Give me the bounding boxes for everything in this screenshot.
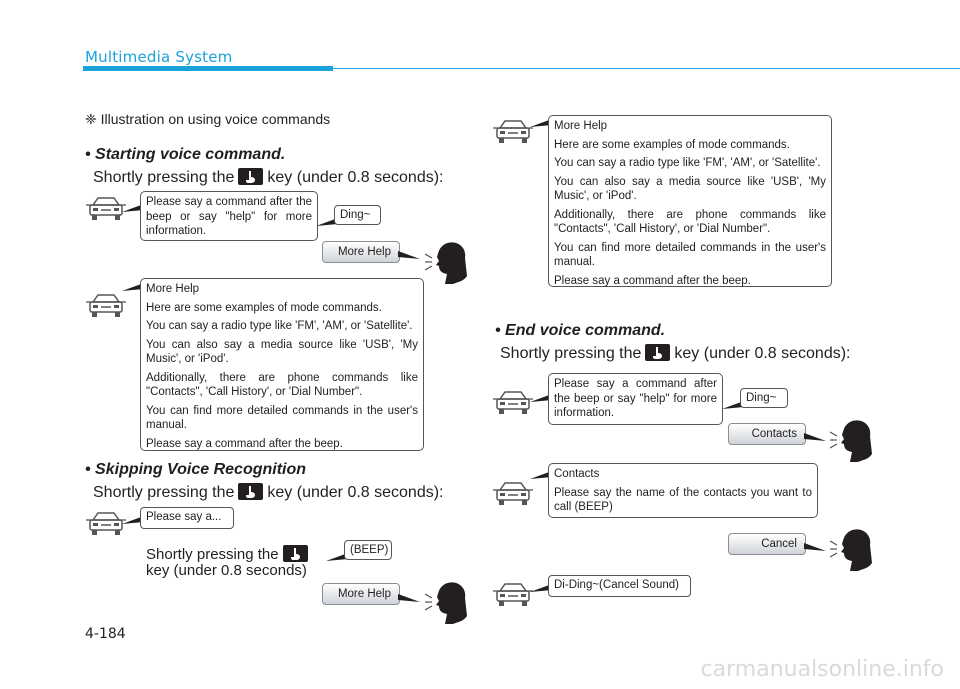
watermark: carmanualsonline.info bbox=[700, 657, 944, 682]
car-icon bbox=[86, 196, 126, 222]
user-speech-more-help: More Help bbox=[322, 583, 400, 605]
help-line: You can also say a media source like 'USB', 'My Music', or 'iPod'. bbox=[146, 338, 418, 365]
speaking-person-icon bbox=[425, 580, 469, 624]
car-icon bbox=[493, 390, 533, 416]
help-line: Here are some examples of mode commands. bbox=[554, 138, 790, 151]
help-line: You can say a radio type like 'FM', 'AM', or 'Satellite'. bbox=[554, 157, 821, 169]
skip-press-after: key (under 0.8 seconds) bbox=[146, 562, 307, 579]
car-icon bbox=[86, 293, 126, 319]
contacts-bubble bbox=[548, 463, 818, 518]
starting-instruction bbox=[93, 168, 444, 187]
car-icon bbox=[493, 119, 533, 145]
bubble-tail bbox=[398, 251, 420, 259]
instr-before: Shortly pressing the bbox=[93, 484, 235, 501]
page-number: 4-184 bbox=[85, 626, 126, 642]
help-bubble-left bbox=[140, 278, 424, 451]
help-line: You can also say a media source like 'USB', 'My Music', or 'iPod'. bbox=[554, 175, 826, 202]
user-speech-contacts: Contacts bbox=[728, 423, 806, 445]
car-icon bbox=[493, 582, 533, 608]
contacts-text: Please say the name of the contacts you want to call (BEEP) bbox=[554, 486, 812, 513]
voice-key-icon bbox=[283, 545, 308, 562]
help-line: You can say a radio type like 'FM', 'AM', or 'Satellite'. bbox=[146, 320, 413, 332]
voice-key-icon bbox=[238, 483, 263, 500]
help-line: You can find more detailed commands in the user's manual. bbox=[146, 404, 418, 431]
prompt-bubble: Please say a command after the beep or say "help" for more information. bbox=[548, 373, 723, 425]
ending-instruction bbox=[500, 344, 851, 363]
skip-press-line bbox=[146, 545, 312, 563]
prompt-bubble: Please say a command after the beep or say "help" for more information. bbox=[140, 191, 318, 241]
instr-before: Shortly pressing the bbox=[93, 169, 235, 186]
instr-after: key (under 0.8 seconds): bbox=[267, 169, 444, 186]
skipping-instruction bbox=[93, 483, 444, 502]
starting-heading: • Starting voice command. bbox=[85, 146, 286, 163]
help-line: Please say a command after the beep. bbox=[554, 274, 751, 287]
bubble-tail bbox=[804, 433, 826, 441]
ending-heading: • End voice command. bbox=[495, 322, 666, 339]
beep-bubble: (BEEP) bbox=[344, 540, 392, 560]
section-title: Multimedia System bbox=[85, 48, 233, 66]
press-before: Shortly pressing the bbox=[146, 546, 279, 563]
help-line: Additionally, there are phone commands like "Contacts", 'Call History', or 'Dial Number". bbox=[146, 371, 418, 398]
header-rule-thin bbox=[333, 68, 960, 69]
ding-bubble: Ding~ bbox=[334, 205, 381, 225]
speaking-person-icon bbox=[425, 240, 469, 284]
voice-key-icon bbox=[238, 168, 263, 185]
help-line: Here are some examples of mode commands. bbox=[146, 301, 382, 314]
header-rule-thick bbox=[83, 66, 333, 71]
ding-bubble: Ding~ bbox=[740, 388, 788, 408]
help-line: Additionally, there are phone commands like "Contacts", 'Call History', or 'Dial Number". bbox=[554, 208, 826, 235]
help-title: More Help bbox=[554, 120, 608, 132]
car-icon bbox=[86, 511, 126, 537]
help-title: More Help bbox=[146, 283, 200, 295]
prompt-bubble: Please say a... bbox=[140, 507, 234, 529]
illustration-title: ❈ Illustration on using voice commands bbox=[85, 111, 331, 127]
contacts-title: Contacts bbox=[554, 468, 600, 480]
instr-before: Shortly pressing the bbox=[500, 345, 642, 362]
help-line: You can find more detailed commands in the user's manual. bbox=[554, 241, 826, 268]
instr-after: key (under 0.8 seconds): bbox=[674, 345, 851, 362]
instr-after: key (under 0.8 seconds): bbox=[267, 484, 444, 501]
help-bubble-right bbox=[548, 115, 832, 287]
speaking-person-icon bbox=[830, 527, 874, 571]
voice-key-icon bbox=[645, 344, 670, 361]
skipping-heading: • Skipping Voice Recognition bbox=[85, 461, 307, 478]
bubble-tail bbox=[804, 543, 826, 551]
user-speech-cancel: Cancel bbox=[728, 533, 806, 555]
cancel-sound-bubble: Di-Ding~(Cancel Sound) bbox=[548, 575, 691, 597]
speaking-person-icon bbox=[830, 418, 874, 462]
user-speech-more-help: More Help bbox=[322, 241, 400, 263]
help-line: Please say a command after the beep. bbox=[146, 437, 343, 450]
car-icon bbox=[493, 481, 533, 507]
bubble-tail bbox=[398, 594, 420, 602]
